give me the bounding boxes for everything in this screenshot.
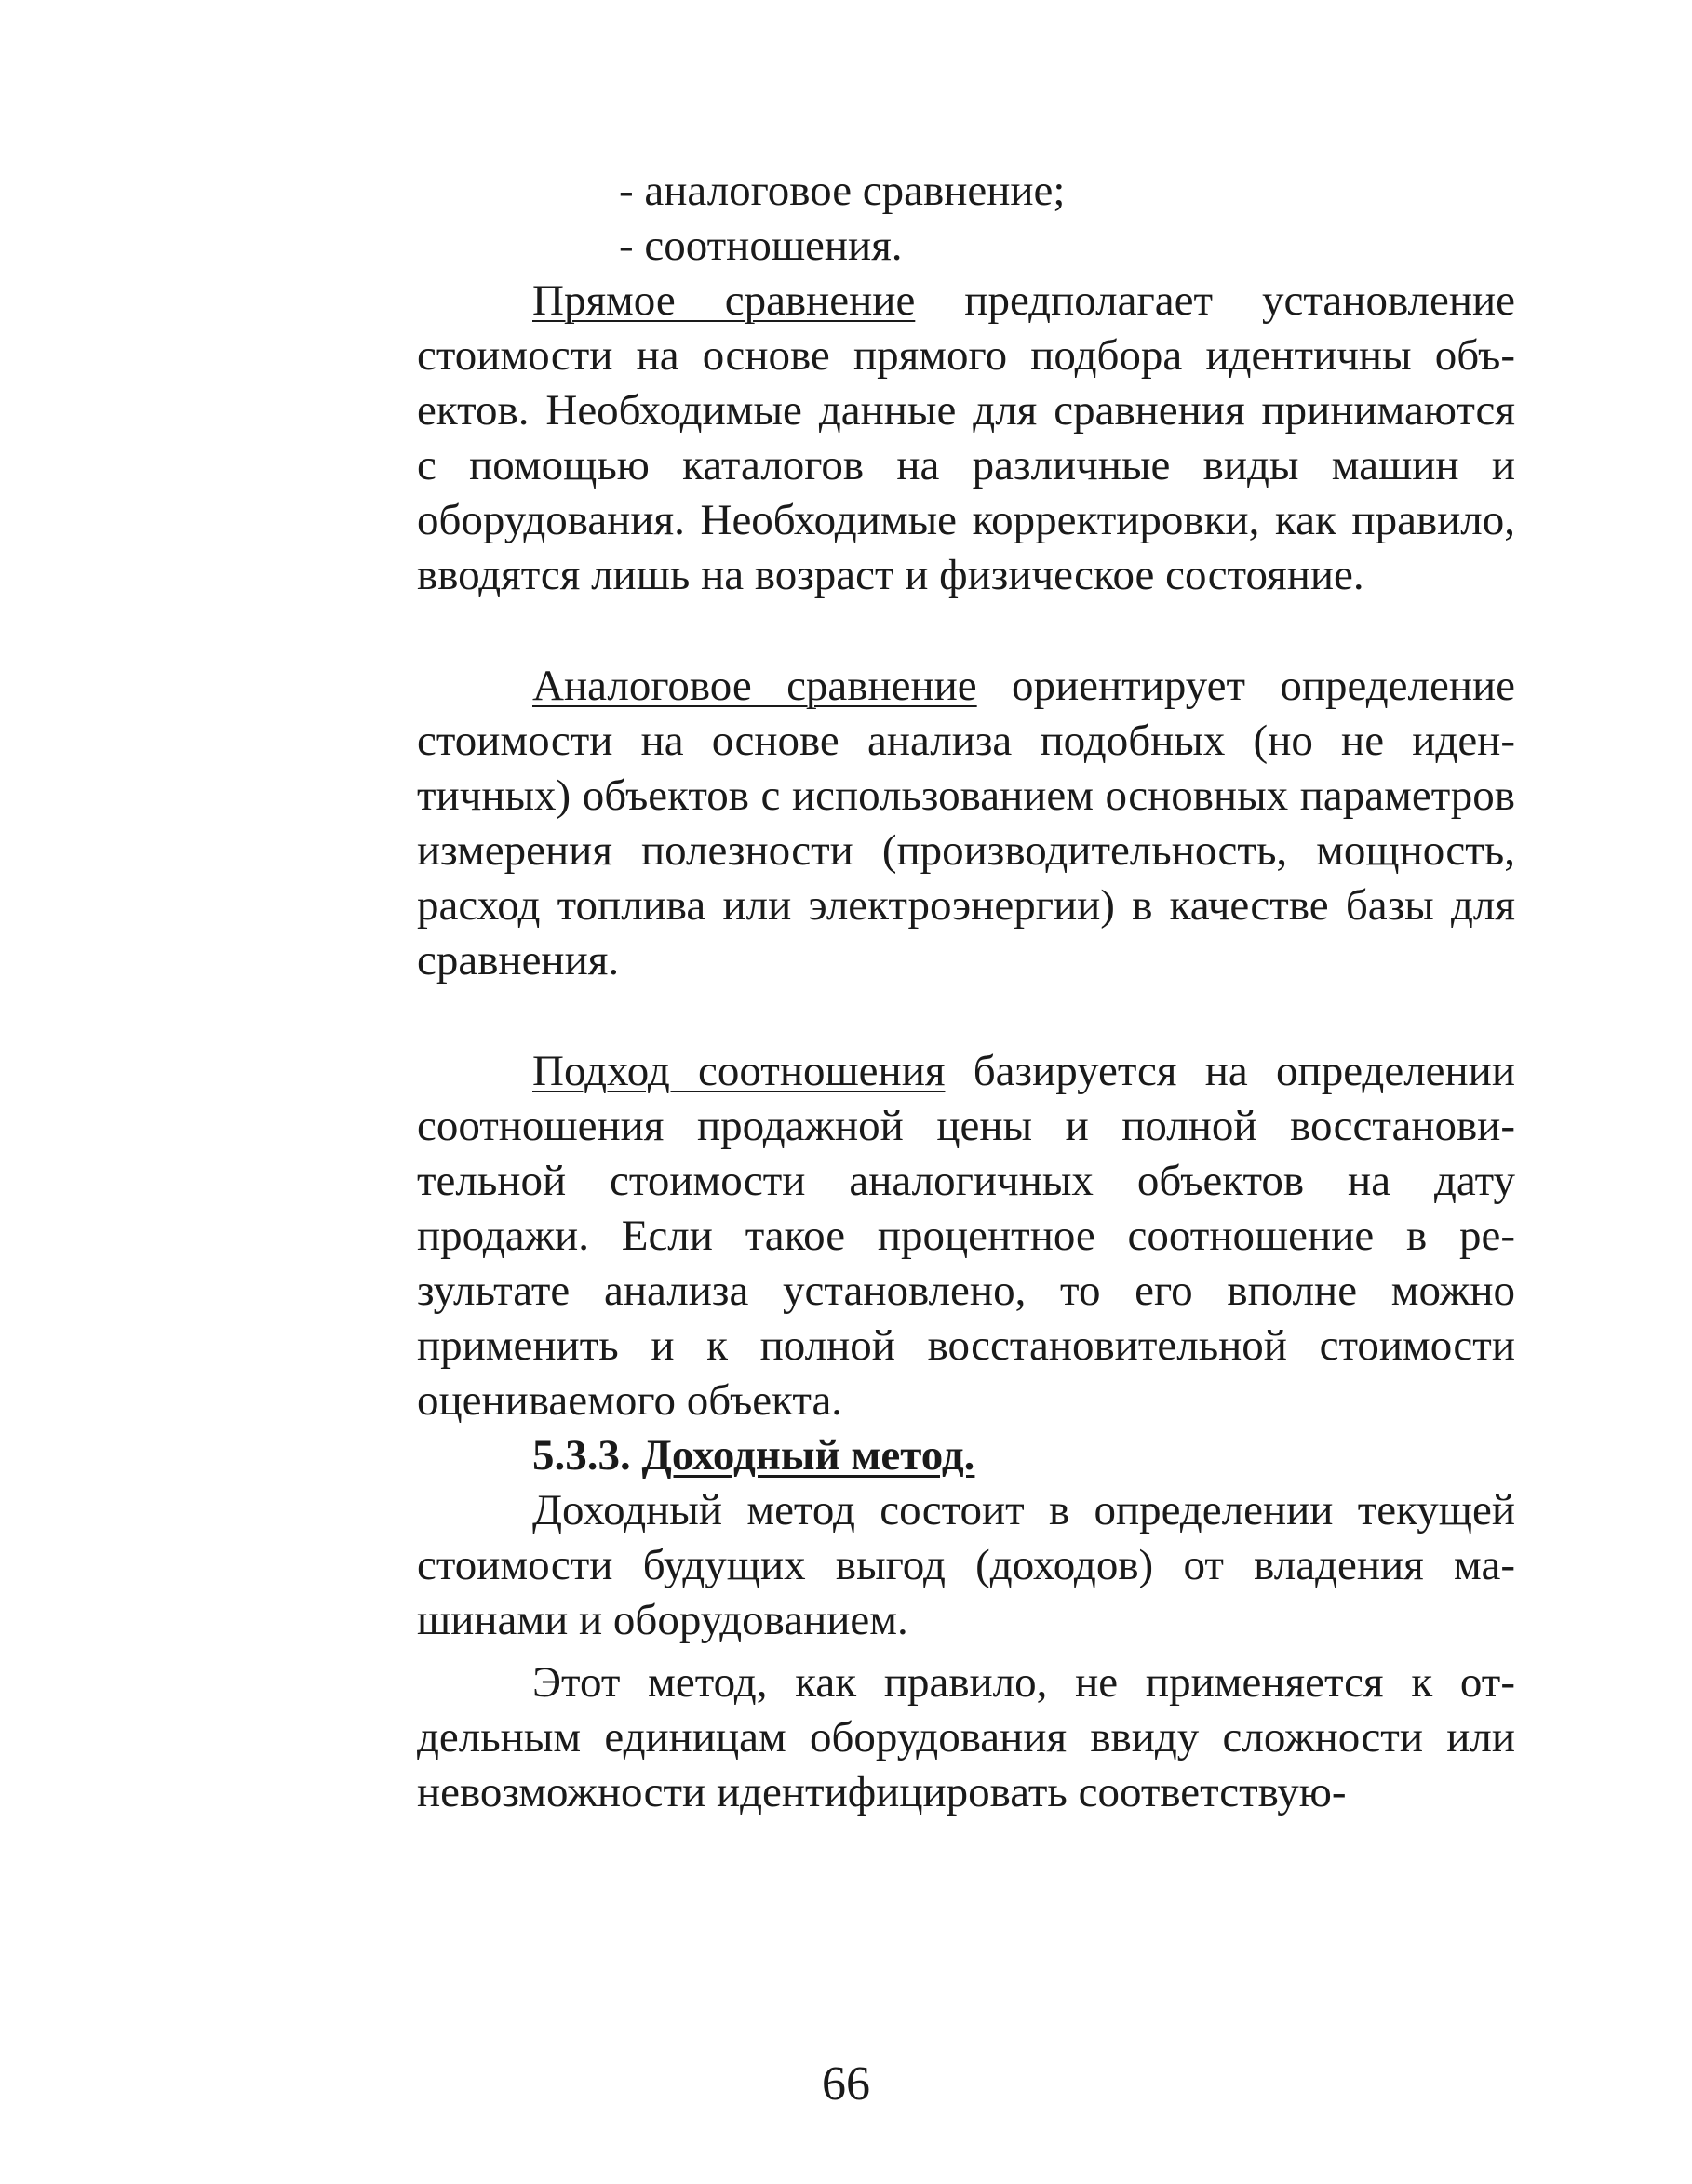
text-direct-comparison: предполагает установление стоимости на основе прямого подбора идентичны объектов. Необходимые данные для сравнения принимаются с помощью каталогов на различные виды машин и оборудования. Необходимые корректировки, как правило, вводятся лишь на возраст и физическое состояние. [417,276,1515,599]
section-heading [417,1428,1515,1483]
page-content [417,164,1515,1820]
text-ratio-approach: базируется на определении соотношения продажной цены и полной восстановительной стоимости аналогичных объектов на дату продажи. Если такое процентное соотношение в результате анализа установлено, то его вполне можно применить и к полной восстановительной стоимости оцениваемого объекта. [417,1047,1515,1425]
term-direct-comparison: Прямое сравнение [532,276,916,325]
text-analog-comparison: ориентирует определение стоимости на основе анализа подобных (но не идентичных) объектов с использованием основных параметров измерения полезности (производительность, мощность, расход топлива или электроэнергии) в качестве базы для сравнения. [417,662,1516,985]
page-number: 66 [822,2057,870,2110]
term-ratio-approach: Подход соотношения [532,1047,946,1095]
paragraph-analog-comparison [417,659,1515,988]
section-number: 5.3.3. [532,1431,642,1480]
paragraph-income-method-applicability: Этот метод, как правило, не применяется к отдельным единицам оборудования ввиду сложности или невозможности идентифицировать соответствую- [417,1658,1515,1816]
list-item-analog: - аналоговое сравнение; [619,167,1066,215]
paragraph-income-method: Доходный метод состоит в определении текущей стоимости будущих выгод (доходов) от владения машинами и оборудованием. [417,1486,1515,1644]
section-title: Доходный метод. [641,1431,975,1480]
paragraph-ratio-approach [417,1044,1515,1428]
list-item-ratio: - соотношения. [619,221,903,270]
term-analog-comparison: Аналоговое сравнение [532,662,977,710]
paragraph-direct-comparison [417,274,1515,603]
